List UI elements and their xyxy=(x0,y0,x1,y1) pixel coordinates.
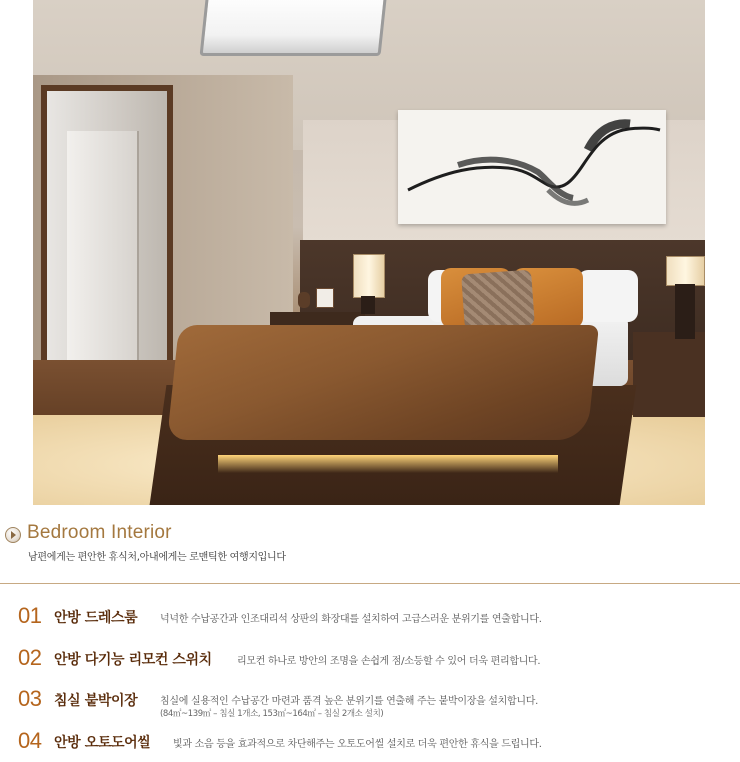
feature-number: 04 xyxy=(18,728,42,753)
wall-artwork xyxy=(398,110,666,224)
right-lamp-base xyxy=(675,284,695,339)
patterned-pillow xyxy=(461,270,535,331)
section-subtitle: 남편에게는 편안한 휴식처,아내에게는 로맨틱한 여행지입니다 xyxy=(28,552,286,563)
ceiling-light xyxy=(200,0,388,56)
feature-description: 리모컨 하나로 방안의 조명을 손쉽게 점/소등할 수 있어 더욱 편리합니다. xyxy=(237,656,541,667)
play-bullet-icon xyxy=(5,527,21,543)
photo-frame xyxy=(316,288,334,308)
feature-title: 안방 다기능 리모컨 스위치 xyxy=(54,652,212,668)
feature-title: 안방 오토도어씰 xyxy=(54,735,151,751)
feature-title: 침실 붙박이장 xyxy=(54,693,138,709)
feature-number: 01 xyxy=(18,603,42,628)
feature-number: 02 xyxy=(18,645,42,670)
right-nightstand xyxy=(633,332,705,417)
feature-description: 빛과 소음 등을 효과적으로 차단해주는 오토도어씰 설치로 더욱 편안한 휴식을 드립니다. xyxy=(173,739,542,750)
bronze-duvet xyxy=(167,325,599,440)
divider xyxy=(0,583,740,584)
feature-description: 침실에 실용적인 수납공간 마련과 품격 높은 분위기를 연출해 주는 붙박이장을 설치합니다. xyxy=(160,696,538,707)
section-title: Bedroom Interior xyxy=(27,522,172,543)
white-pillow xyxy=(578,270,638,322)
left-table-lamp xyxy=(353,254,385,298)
right-table-lamp xyxy=(666,256,705,286)
under-bed-light xyxy=(218,455,558,473)
feature-note: (84㎡~139㎡ – 침실 1개소, 153㎡~164㎡ – 침실 2개소 설치) xyxy=(160,709,384,719)
feature-title: 안방 드레스룸 xyxy=(54,610,138,626)
closet-door xyxy=(67,131,139,381)
bedroom-photo xyxy=(33,0,705,505)
left-lamp-base xyxy=(361,296,375,314)
flower-vase xyxy=(298,292,310,308)
feature-description: 넉넉한 수납공간과 인조대리석 상판의 화장대를 설치하여 고급스러운 분위기를 연출합니다. xyxy=(160,614,542,625)
feature-number: 03 xyxy=(18,686,42,711)
